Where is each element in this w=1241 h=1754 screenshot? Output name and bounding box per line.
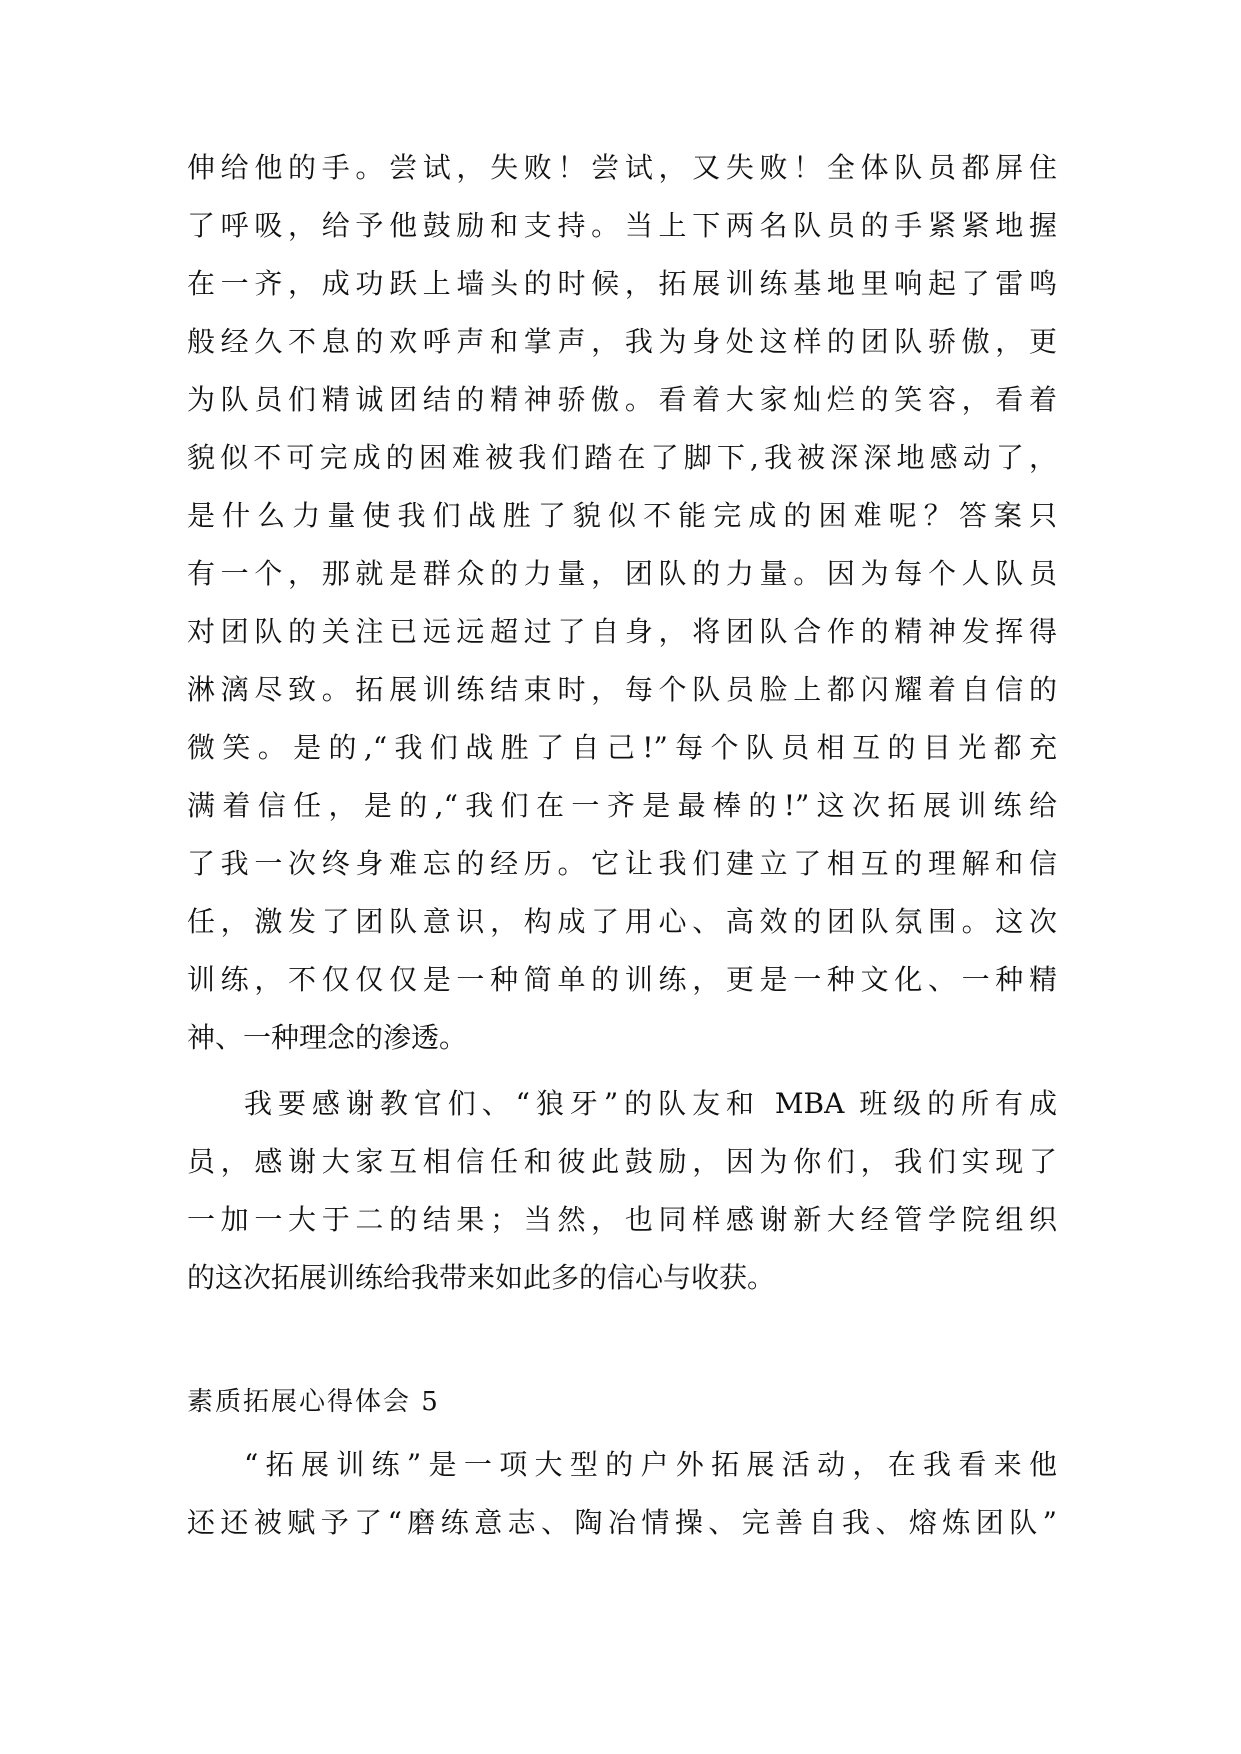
body-text-line: 了呼吸，给予他鼓励和支持。当上下两名队员的手紧紧地握 [187, 209, 1057, 242]
body-text-line: 伸给他的手。尝试，失败！尝试，又失败！全体队员都屏住 [187, 151, 1057, 184]
section-heading: 素质拓展心得体会 5 [187, 1387, 440, 1417]
body-text-line: 了我一次终身难忘的经历。它让我们建立了相互的理解和信 [187, 847, 1057, 880]
body-text-line: 为队员们精诚团结的精神骄傲。看着大家灿烂的笑容，看着 [187, 383, 1057, 416]
body-text-line: 训练，不仅仅仅是一种简单的训练，更是一种文化、一种精 [187, 963, 1057, 996]
body-text-line: 任，激发了团队意识，构成了用心、高效的团队氛围。这次 [187, 905, 1057, 938]
body-text-line: 有一个，那就是群众的力量，团队的力量。因为每个人队员 [187, 557, 1057, 590]
body-text-line: 一加一大于二的结果；当然，也同样感谢新大经管学院组织 [187, 1203, 1057, 1236]
body-text-line: 在一齐，成功跃上墙头的时候，拓展训练基地里响起了雷鸣 [187, 267, 1057, 300]
body-text-line: 对团队的关注已远远超过了自身，将团队合作的精神发挥得 [187, 615, 1057, 648]
paragraph-first-line: 我要感谢教官们、“狼牙”的队友和 MBA 班级的所有成 [244, 1087, 1057, 1120]
body-text-line: 淋漓尽致。拓展训练结束时，每个队员脸上都闪耀着自信的 [187, 673, 1057, 706]
body-text-line: 满着信任，是的,“我们在一齐是最棒的!”这次拓展训练给 [187, 789, 1057, 822]
body-text-line: 员，感谢大家互相信任和彼此鼓励，因为你们，我们实现了 [187, 1145, 1057, 1178]
body-text-line: 般经久不息的欢呼声和掌声，我为身处这样的团队骄傲，更 [187, 325, 1057, 358]
body-text-line: 是什么力量使我们战胜了貌似不能完成的困难呢？答案只 [187, 499, 1057, 532]
body-text-line: 貌似不可完成的困难被我们踏在了脚下,我被深深地感动了， [187, 441, 1057, 474]
body-text-line: 神、一种理念的渗透。 [187, 1021, 468, 1054]
body-text-line: 微笑。是的,“我们战胜了自己!”每个队员相互的目光都充 [187, 731, 1057, 764]
body-text-line: 还还被赋予了“磨练意志、陶冶情操、完善自我、熔炼团队” [187, 1506, 1057, 1539]
body-text-line: 的这次拓展训练给我带来如此多的信心与收获。 [187, 1261, 776, 1294]
paragraph-first-line: “拓展训练”是一项大型的户外拓展活动，在我看来他 [244, 1448, 1057, 1481]
